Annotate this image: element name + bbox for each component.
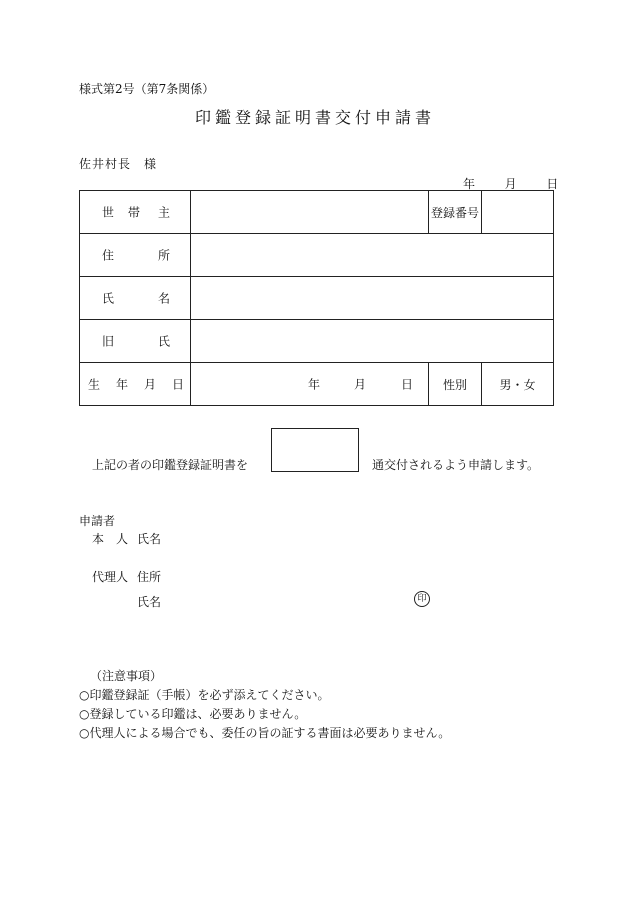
- address-field[interactable]: [191, 234, 554, 277]
- name-row: [80, 277, 554, 320]
- applicant-heading: 申請者: [79, 514, 116, 528]
- form-number: 様式第2号（第7条関係）: [79, 82, 215, 96]
- address-label: 住 所: [80, 234, 191, 277]
- householder-row: [80, 191, 554, 234]
- copies-count-field[interactable]: [271, 428, 359, 472]
- householder-label: 世 帯 主: [80, 191, 191, 234]
- statement-before: 上記の者の印鑑登録証明書を: [92, 458, 249, 472]
- agent-address-label: 住所: [137, 570, 162, 584]
- seal-icon: 印: [414, 591, 430, 607]
- date-year: 年: [463, 177, 476, 191]
- addressee: 佐井村長 様: [79, 157, 158, 171]
- birth-label: 生 年 月 日: [80, 363, 191, 406]
- statement-after: 通交付されるよう申請します。: [372, 458, 540, 472]
- registration-number-field[interactable]: [482, 191, 554, 234]
- birth-date-field[interactable]: 年 月 日: [191, 363, 429, 406]
- page-title: 印鑑登録証明書交付申請書: [194, 108, 435, 127]
- former-surname-row: [80, 320, 554, 363]
- registration-number-label: 登録番号: [429, 191, 482, 234]
- householder-field[interactable]: [191, 191, 429, 234]
- note-item: ○代理人による場合でも、委任の旨の証する書面は必要ありません。: [79, 726, 451, 740]
- name-field[interactable]: [191, 277, 554, 320]
- former-surname-label: 旧 氏: [80, 320, 191, 363]
- former-surname-field[interactable]: [191, 320, 554, 363]
- self-label: 本 人: [92, 532, 129, 546]
- address-row: [80, 234, 554, 277]
- self-name-label: 氏名: [137, 532, 162, 546]
- date-day: 日: [546, 177, 559, 191]
- birth-row: [80, 363, 554, 406]
- sex-label: 性別: [429, 363, 482, 406]
- sex-field[interactable]: 男・女: [482, 363, 554, 406]
- agent-name-label: 氏名: [137, 595, 162, 609]
- note-item: ○印鑑登録証（手帳）を必ず添えてください。: [79, 688, 330, 702]
- name-label: 氏 名: [80, 277, 191, 320]
- note-item: ○登録している印鑑は、必要ありません。: [79, 707, 307, 721]
- notes-title: （注意事項）: [90, 669, 163, 683]
- application-table: [79, 190, 554, 406]
- date-month: 月: [504, 177, 517, 191]
- agent-label: 代理人: [92, 570, 129, 584]
